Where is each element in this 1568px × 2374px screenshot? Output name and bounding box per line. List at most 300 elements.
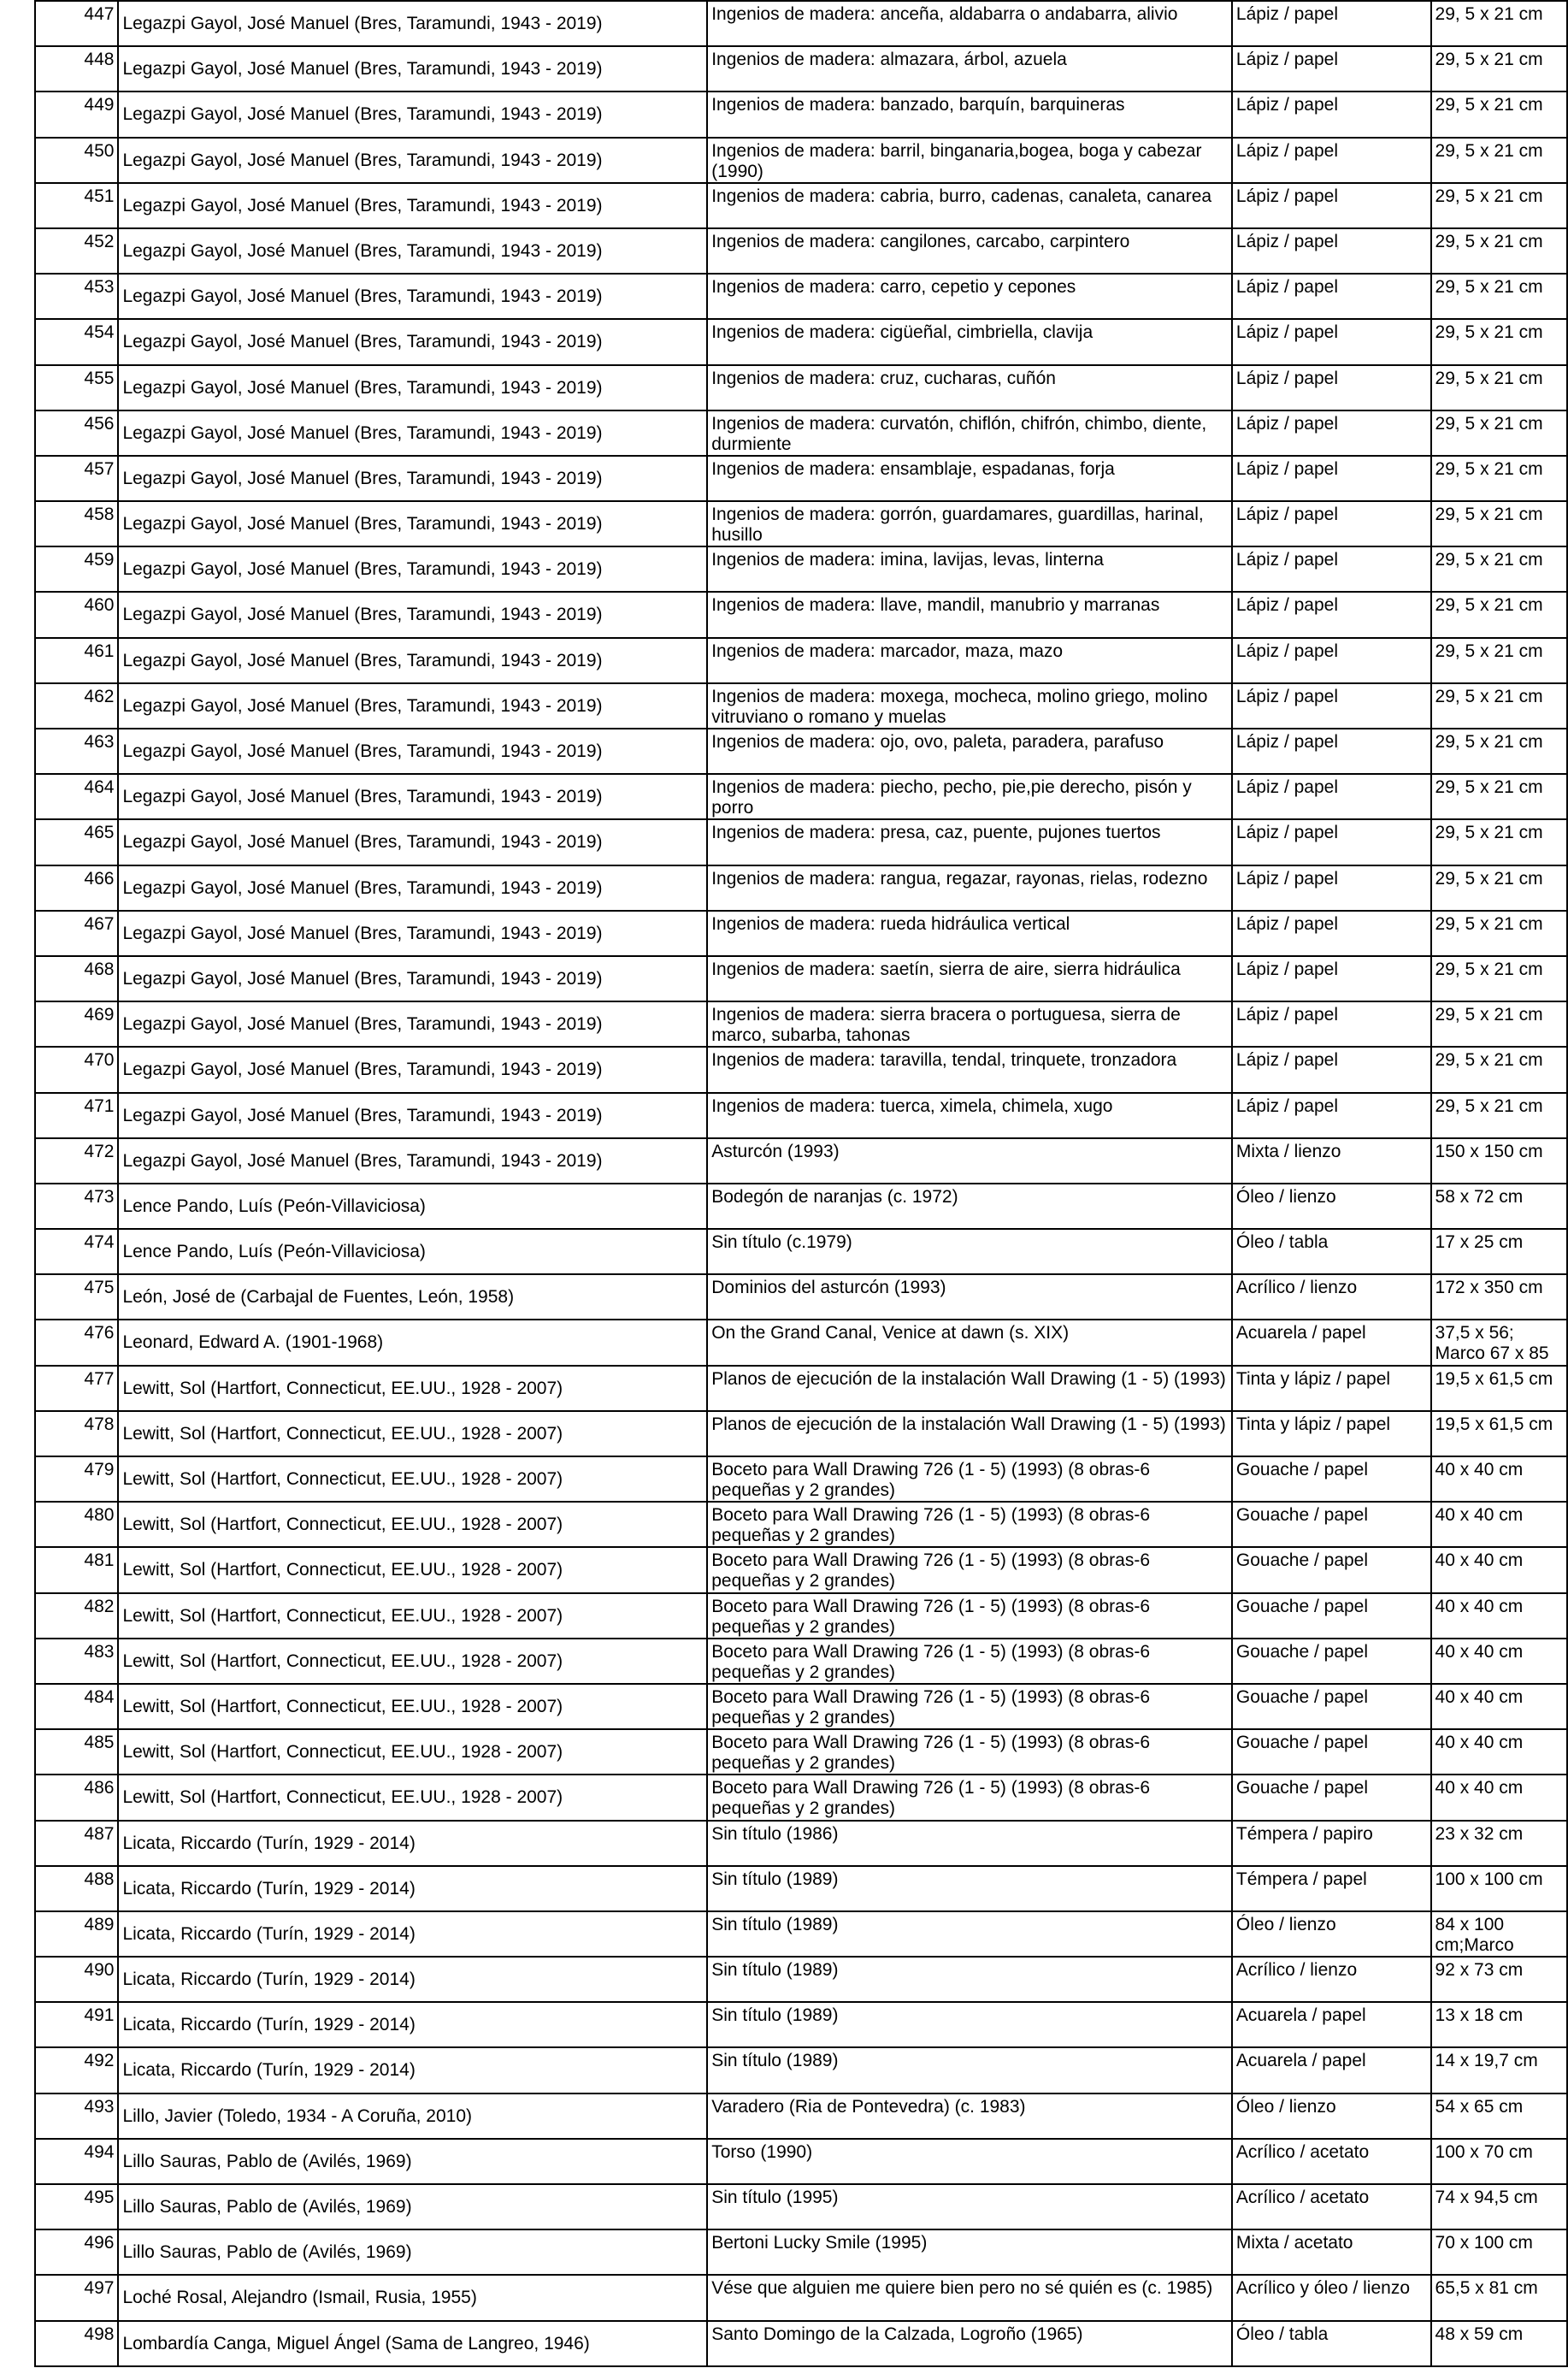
author-cell-text: Licata, Riccardo (Turín, 1929 - 2014) [122, 2015, 416, 2035]
author-cell [118, 92, 707, 137]
size-cell [1431, 774, 1567, 819]
size-cell [1431, 956, 1567, 1001]
author-cell [118, 683, 707, 729]
author-cell-text: Legazpi Gayol, José Manuel (Bres, Taramundi, 1943 - 2019) [122, 787, 603, 807]
table-row [35, 956, 1567, 1001]
catalog-number-cell [35, 1138, 118, 1184]
technique-cell-text: Gouache / papel [1235, 1505, 1369, 1526]
catalog-number-cell [35, 774, 118, 819]
title-cell-text: Sin título (c.1979) [711, 1232, 852, 1253]
title-cell-text: Ingenios de madera: almazara, árbol, azuela [711, 50, 1067, 70]
technique-cell [1232, 683, 1431, 729]
title-cell-text: Boceto para Wall Drawing 726 (1 - 5) (1993) (8 obras-6 pequeñas y 2 grandes) [711, 1550, 1151, 1592]
size-cell-text: 29, 5 x 21 cm [1435, 322, 1543, 343]
author-cell-text: Lewitt, Sol (Hartfort, Connecticut, EE.UU., 1928 - 2007) [122, 1423, 563, 1444]
author-cell [118, 592, 707, 637]
author-cell [118, 1184, 707, 1229]
table-row [35, 729, 1567, 774]
size-cell-text: 40 x 40 cm [1435, 1686, 1524, 1707]
catalog-number-cell-text: 452 [84, 231, 115, 251]
title-cell-text: On the Grand Canal, Venice at dawn (s. XIX) [711, 1323, 1070, 1343]
technique-cell-text: Lápiz / papel [1235, 686, 1338, 706]
author-cell-text: Legazpi Gayol, José Manuel (Bres, Taramundi, 1943 - 2019) [122, 286, 603, 307]
technique-cell [1232, 92, 1431, 137]
author-cell [118, 2275, 707, 2320]
table-row [35, 456, 1567, 501]
catalog-number-cell [35, 1229, 118, 1274]
size-cell-text: 29, 5 x 21 cm [1435, 50, 1543, 70]
table-row [35, 1821, 1567, 1866]
technique-cell [1232, 956, 1431, 1001]
title-cell-text: Asturcón (1993) [711, 1141, 840, 1161]
title-cell-text: Boceto para Wall Drawing 726 (1 - 5) (1993) (8 obras-6 pequeñas y 2 grandes) [711, 1460, 1151, 1500]
size-cell [1431, 911, 1567, 956]
author-cell-text: Legazpi Gayol, José Manuel (Bres, Taramundi, 1943 - 2019) [122, 195, 603, 216]
author-cell [118, 1911, 707, 1957]
title-cell [707, 774, 1232, 819]
size-cell-text: 40 x 40 cm [1435, 1460, 1524, 1479]
catalog-number-cell-text: 471 [84, 1095, 115, 1116]
table-row [35, 1001, 1567, 1047]
technique-cell [1232, 2139, 1431, 2184]
size-cell [1431, 1411, 1567, 1456]
technique-cell [1232, 729, 1431, 774]
author-cell-text: Lence Pando, Luís (Peón-Villaviciosa) [122, 1242, 426, 1262]
title-cell [707, 2139, 1232, 2184]
author-cell-text: Lillo Sauras, Pablo de (Avilés, 1969) [122, 2242, 412, 2263]
technique-cell-text: Óleo / lienzo [1235, 1914, 1336, 1934]
author-cell [118, 1502, 707, 1547]
technique-cell-text: Acrílico / acetato [1235, 2188, 1370, 2207]
author-cell [118, 456, 707, 501]
size-cell [1431, 274, 1567, 319]
technique-cell [1232, 365, 1431, 410]
table-row [35, 1593, 1567, 1639]
title-cell [707, 1, 1232, 46]
catalog-number-cell [35, 819, 118, 865]
title-cell-text: Ingenios de madera: carro, cepetio y cepones [711, 277, 1076, 298]
technique-cell [1232, 2321, 1431, 2366]
table-row [35, 865, 1567, 911]
technique-cell-text: Mixta / acetato [1235, 2233, 1353, 2253]
title-cell-text: Sin título (1989) [711, 1869, 839, 1889]
catalog-number-cell-text: 479 [84, 1460, 115, 1479]
author-cell [118, 1001, 707, 1047]
size-cell [1431, 138, 1567, 183]
title-cell-text: Sin título (1995) [711, 2188, 839, 2207]
title-cell [707, 638, 1232, 683]
size-cell [1431, 1456, 1567, 1502]
size-cell [1431, 1957, 1567, 2002]
technique-cell-text: Témpera / papel [1235, 1869, 1367, 1889]
title-cell [707, 1456, 1232, 1502]
size-cell [1431, 365, 1567, 410]
catalog-number-cell-text: 451 [84, 186, 115, 206]
technique-cell-text: Acuarela / papel [1235, 1323, 1366, 1343]
catalog-number-cell [35, 1274, 118, 1320]
size-cell-text: 29, 5 x 21 cm [1435, 777, 1543, 798]
title-cell-text: Ingenios de madera: taravilla, tendal, trinquete, tronzadora [711, 1050, 1177, 1071]
catalog-number-cell-text: 447 [84, 4, 115, 24]
size-cell [1431, 92, 1567, 137]
author-cell-text: Legazpi Gayol, José Manuel (Bres, Taramundi, 1943 - 2019) [122, 923, 603, 943]
title-cell [707, 1229, 1232, 1274]
author-cell-text: Legazpi Gayol, José Manuel (Bres, Taramundi, 1943 - 2019) [122, 559, 603, 580]
technique-cell [1232, 2047, 1431, 2093]
author-cell [118, 1229, 707, 1274]
size-cell [1431, 1229, 1567, 1274]
size-cell-text: 40 x 40 cm [1435, 1641, 1524, 1662]
catalog-number-cell-text: 485 [84, 1733, 115, 1753]
catalog-number-cell-text: 498 [84, 2324, 115, 2344]
author-cell-text: Legazpi Gayol, José Manuel (Bres, Taramundi, 1943 - 2019) [122, 741, 603, 761]
title-cell-text: Ingenios de madera: imina, lavijas, levas, linterna [711, 550, 1104, 570]
author-cell [118, 1274, 707, 1320]
size-cell [1431, 2047, 1567, 2093]
title-cell [707, 1547, 1232, 1592]
title-cell-text: Ingenios de madera: banzado, barquín, barquineras [711, 95, 1125, 115]
table-row [35, 1138, 1567, 1184]
title-cell-text: Sin título (1989) [711, 2005, 839, 2026]
technique-cell-text: Óleo / lienzo [1235, 1186, 1336, 1207]
catalog-number-cell-text: 456 [84, 413, 115, 434]
author-cell-text: Lombardía Canga, Miguel Ángel (Sama de Langreo, 1946) [122, 2333, 590, 2353]
catalog-number-cell [35, 2093, 118, 2139]
title-cell [707, 410, 1232, 456]
catalog-number-cell [35, 1001, 118, 1047]
title-cell-text: Ingenios de madera: cruz, cucharas, cuñón [711, 368, 1056, 388]
technique-cell [1232, 819, 1431, 865]
size-cell [1431, 1593, 1567, 1639]
size-cell [1431, 1001, 1567, 1047]
title-cell-text: Ingenios de madera: ensamblaje, espadanas, forja [711, 458, 1115, 479]
catalog-number-cell-text: 483 [84, 1641, 115, 1662]
author-cell-text: Lewitt, Sol (Hartfort, Connecticut, EE.UU., 1928 - 2007) [122, 1469, 563, 1489]
author-cell [118, 1821, 707, 1866]
size-cell [1431, 2275, 1567, 2320]
technique-cell [1232, 228, 1431, 274]
title-cell-text: Ingenios de madera: cabria, burro, cadenas, canaleta, canarea [711, 186, 1212, 206]
author-cell-text: Legazpi Gayol, José Manuel (Bres, Taramundi, 1943 - 2019) [122, 514, 603, 534]
author-cell-text: Lewitt, Sol (Hartfort, Connecticut, EE.UU., 1928 - 2007) [122, 1605, 563, 1626]
technique-cell-text: Lápiz / papel [1235, 140, 1338, 161]
size-cell [1431, 1821, 1567, 1866]
title-cell [707, 46, 1232, 92]
title-cell-text: Bertoni Lucky Smile (1995) [711, 2233, 928, 2253]
title-cell [707, 1957, 1232, 2002]
technique-cell-text: Óleo / lienzo [1235, 2096, 1336, 2117]
technique-cell-text: Témpera / papiro [1235, 1823, 1373, 1844]
technique-cell-text: Óleo / tabla [1235, 2324, 1329, 2344]
technique-cell-text: Lápiz / papel [1235, 95, 1338, 115]
title-cell [707, 1729, 1232, 1775]
title-cell-text: Ingenios de madera: presa, caz, puente, pujones tuertos [711, 823, 1161, 843]
technique-cell [1232, 183, 1431, 228]
title-cell [707, 819, 1232, 865]
author-cell [118, 1866, 707, 1911]
table-row [35, 2002, 1567, 2047]
author-cell-text: Legazpi Gayol, José Manuel (Bres, Taramundi, 1943 - 2019) [122, 240, 603, 261]
size-cell-text: 172 x 350 cm [1435, 1278, 1543, 1298]
size-cell-text: 54 x 65 cm [1435, 2096, 1524, 2117]
technique-cell [1232, 592, 1431, 637]
title-cell [707, 956, 1232, 1001]
technique-cell [1232, 2275, 1431, 2320]
author-cell-text: Legazpi Gayol, José Manuel (Bres, Taramundi, 1943 - 2019) [122, 422, 603, 443]
author-cell-text: Lewitt, Sol (Hartfort, Connecticut, EE.UU., 1928 - 2007) [122, 1696, 563, 1716]
technique-cell [1232, 319, 1431, 364]
catalog-number-cell-text: 487 [84, 1823, 115, 1844]
technique-cell-text: Lápiz / papel [1235, 959, 1338, 979]
catalog-number-cell [35, 2184, 118, 2229]
technique-cell [1232, 1821, 1431, 1866]
catalog-number-cell [35, 911, 118, 956]
catalog-number-cell-text: 477 [84, 1368, 115, 1389]
table-row [35, 1184, 1567, 1229]
catalog-number-cell [35, 2321, 118, 2366]
title-cell [707, 1001, 1232, 1047]
technique-cell-text: Lápiz / papel [1235, 322, 1338, 343]
catalog-number-cell-text: 465 [84, 823, 115, 843]
size-cell-text: 29, 5 x 21 cm [1435, 550, 1543, 570]
title-cell [707, 1274, 1232, 1320]
title-cell [707, 1639, 1232, 1684]
author-cell-text: Legazpi Gayol, José Manuel (Bres, Taramundi, 1943 - 2019) [122, 1105, 603, 1125]
technique-cell-text: Acrílico / lienzo [1235, 1278, 1358, 1298]
inventory-table [34, 0, 1568, 2367]
size-cell-text: 13 x 18 cm [1435, 2005, 1524, 2026]
author-cell [118, 2047, 707, 2093]
catalog-number-cell [35, 1411, 118, 1456]
size-cell [1431, 1366, 1567, 1411]
table-row [35, 1, 1567, 46]
technique-cell [1232, 1639, 1431, 1684]
catalog-number-cell-text: 496 [84, 2233, 115, 2253]
author-cell-text: Legazpi Gayol, José Manuel (Bres, Taramundi, 1943 - 2019) [122, 377, 603, 398]
technique-cell [1232, 1320, 1431, 1365]
technique-cell [1232, 1138, 1431, 1184]
author-cell [118, 956, 707, 1001]
technique-cell-text: Lápiz / papel [1235, 595, 1338, 616]
author-cell-text: Legazpi Gayol, José Manuel (Bres, Taramundi, 1943 - 2019) [122, 695, 603, 716]
size-cell-text: 29, 5 x 21 cm [1435, 186, 1543, 206]
technique-cell [1232, 138, 1431, 183]
size-cell [1431, 546, 1567, 592]
catalog-number-cell-text: 484 [84, 1686, 115, 1707]
size-cell-text: 92 x 73 cm [1435, 1960, 1524, 1981]
technique-cell [1232, 1, 1431, 46]
catalog-number-cell-text: 455 [84, 368, 115, 388]
technique-cell [1232, 2184, 1431, 2229]
title-cell [707, 183, 1232, 228]
technique-cell [1232, 1684, 1431, 1729]
technique-cell-text: Tinta y lápiz / papel [1235, 1368, 1391, 1389]
catalog-number-cell-text: 448 [84, 50, 115, 70]
size-cell [1431, 1320, 1567, 1365]
title-cell [707, 319, 1232, 364]
catalog-number-cell [35, 592, 118, 637]
technique-cell [1232, 1274, 1431, 1320]
title-cell-text: Planos de ejecución de la instalación Wall Drawing (1 - 5) (1993) [711, 1414, 1226, 1434]
table-row [35, 1320, 1567, 1365]
title-cell [707, 2184, 1232, 2229]
author-cell [118, 819, 707, 865]
author-cell-text: Lewitt, Sol (Hartfort, Connecticut, EE.UU., 1928 - 2007) [122, 1515, 563, 1535]
title-cell [707, 1684, 1232, 1729]
size-cell-text: 40 x 40 cm [1435, 1505, 1524, 1526]
technique-cell-text: Lápiz / papel [1235, 186, 1338, 206]
technique-cell [1232, 1047, 1431, 1092]
size-cell [1431, 819, 1567, 865]
technique-cell-text: Acrílico / acetato [1235, 2141, 1370, 2162]
author-cell [118, 1593, 707, 1639]
author-cell-text: Lillo, Javier (Toledo, 1934 - A Coruña, 2010) [122, 2105, 473, 2126]
technique-cell-text: Lápiz / papel [1235, 1095, 1338, 1116]
table-row [35, 319, 1567, 364]
technique-cell [1232, 274, 1431, 319]
catalog-number-cell [35, 1866, 118, 1911]
technique-cell-text: Tinta y lápiz / papel [1235, 1414, 1391, 1434]
author-cell-text: Legazpi Gayol, José Manuel (Bres, Taramundi, 1943 - 2019) [122, 1014, 603, 1035]
technique-cell [1232, 2229, 1431, 2275]
table-row [35, 1729, 1567, 1775]
table-row [35, 2229, 1567, 2275]
author-cell [118, 2321, 707, 2366]
title-cell-text: Varadero (Ria de Pontevedra) (c. 1983) [711, 2096, 1026, 2117]
table-row [35, 2321, 1567, 2366]
author-cell-text: Legazpi Gayol, José Manuel (Bres, Taramundi, 1943 - 2019) [122, 468, 603, 488]
author-cell [118, 774, 707, 819]
technique-cell [1232, 774, 1431, 819]
catalog-number-cell [35, 2002, 118, 2047]
technique-cell [1232, 1957, 1431, 2002]
table-row [35, 592, 1567, 637]
catalog-number-cell-text: 481 [84, 1550, 115, 1571]
author-cell [118, 46, 707, 92]
size-cell-text: 100 x 70 cm [1435, 2141, 1533, 2162]
title-cell [707, 274, 1232, 319]
title-cell-text: Boceto para Wall Drawing 726 (1 - 5) (1993) (8 obras-6 pequeñas y 2 grandes) [711, 1686, 1151, 1727]
title-cell [707, 2275, 1232, 2320]
title-cell [707, 1593, 1232, 1639]
author-cell [118, 138, 707, 183]
size-cell-text: 29, 5 x 21 cm [1435, 413, 1543, 434]
catalog-number-cell-text: 490 [84, 1960, 115, 1981]
technique-cell-text: Mixta / lienzo [1235, 1141, 1341, 1161]
size-cell-text: 17 x 25 cm [1435, 1232, 1524, 1253]
technique-cell-text: Lápiz / papel [1235, 231, 1338, 251]
table-row [35, 911, 1567, 956]
size-cell [1431, 1639, 1567, 1684]
author-cell [118, 1093, 707, 1138]
table-row [35, 774, 1567, 819]
size-cell-text: 29, 5 x 21 cm [1435, 505, 1543, 525]
technique-cell-text: Acrílico / lienzo [1235, 1960, 1358, 1981]
size-cell-text: 40 x 40 cm [1435, 1733, 1524, 1753]
catalog-number-cell [35, 1729, 118, 1775]
size-cell-text: 29, 5 x 21 cm [1435, 231, 1543, 251]
technique-cell-text: Lápiz / papel [1235, 413, 1338, 434]
author-cell-text: Legazpi Gayol, José Manuel (Bres, Taramundi, 1943 - 2019) [122, 104, 603, 125]
catalog-number-cell [35, 365, 118, 410]
author-cell [118, 1957, 707, 2002]
catalog-number-cell-text: 478 [84, 1414, 115, 1434]
title-cell-text: Boceto para Wall Drawing 726 (1 - 5) (1993) (8 obras-6 pequeñas y 2 grandes) [711, 1596, 1151, 1637]
technique-cell [1232, 1729, 1431, 1775]
table-row [35, 1911, 1567, 1957]
technique-cell [1232, 1366, 1431, 1411]
author-cell-text: Loché Rosal, Alejandro (Ismail, Rusia, 1955) [122, 2288, 477, 2308]
size-cell-text: 100 x 100 cm [1435, 1869, 1543, 1889]
technique-cell-text: Lápiz / papel [1235, 777, 1338, 798]
table-row [35, 274, 1567, 319]
table-row [35, 138, 1567, 183]
technique-cell-text: Lápiz / papel [1235, 913, 1338, 934]
author-cell [118, 274, 707, 319]
title-cell [707, 2229, 1232, 2275]
table-row [35, 1502, 1567, 1547]
title-cell [707, 546, 1232, 592]
table-row [35, 2093, 1567, 2139]
size-cell [1431, 683, 1567, 729]
technique-cell-text: Lápiz / papel [1235, 823, 1338, 843]
catalog-number-cell [35, 683, 118, 729]
title-cell-text: Ingenios de madera: saetín, sierra de aire, sierra hidráulica [711, 959, 1181, 979]
catalog-number-cell [35, 546, 118, 592]
author-cell [118, 501, 707, 546]
technique-cell [1232, 638, 1431, 683]
catalog-number-cell-text: 468 [84, 959, 115, 979]
technique-cell [1232, 911, 1431, 956]
size-cell [1431, 592, 1567, 637]
size-cell [1431, 2321, 1567, 2366]
size-cell-text: 29, 5 x 21 cm [1435, 868, 1543, 889]
size-cell [1431, 1138, 1567, 1184]
catalog-number-cell [35, 1093, 118, 1138]
size-cell-text: 29, 5 x 21 cm [1435, 368, 1543, 388]
title-cell-text: Santo Domingo de la Calzada, Logroño (1965) [711, 2324, 1083, 2344]
technique-cell-text: Lápiz / papel [1235, 868, 1338, 889]
catalog-number-cell-text: 474 [84, 1232, 115, 1253]
author-cell [118, 865, 707, 911]
size-cell [1431, 319, 1567, 364]
title-cell [707, 501, 1232, 546]
author-cell-text: Lillo Sauras, Pablo de (Avilés, 1969) [122, 2151, 412, 2171]
size-cell [1431, 1, 1567, 46]
author-cell-text: Lewitt, Sol (Hartfort, Connecticut, EE.UU., 1928 - 2007) [122, 1560, 563, 1580]
catalog-number-cell [35, 638, 118, 683]
technique-cell-text: Lápiz / papel [1235, 4, 1338, 24]
catalog-number-cell [35, 319, 118, 364]
author-cell [118, 2093, 707, 2139]
title-cell [707, 1866, 1232, 1911]
technique-cell [1232, 410, 1431, 456]
author-cell [118, 1138, 707, 1184]
author-cell [118, 183, 707, 228]
size-cell [1431, 1775, 1567, 1820]
title-cell [707, 365, 1232, 410]
size-cell [1431, 1093, 1567, 1138]
author-cell [118, 365, 707, 410]
size-cell-text: 29, 5 x 21 cm [1435, 95, 1543, 115]
catalog-number-cell-text: 464 [84, 777, 115, 798]
technique-cell-text: Gouache / papel [1235, 1550, 1369, 1571]
title-cell-text: Boceto para Wall Drawing 726 (1 - 5) (1993) (8 obras-6 pequeñas y 2 grandes) [711, 1733, 1151, 1774]
author-cell [118, 2184, 707, 2229]
table-row [35, 1366, 1567, 1411]
title-cell [707, 729, 1232, 774]
technique-cell-text: Lápiz / papel [1235, 458, 1338, 479]
